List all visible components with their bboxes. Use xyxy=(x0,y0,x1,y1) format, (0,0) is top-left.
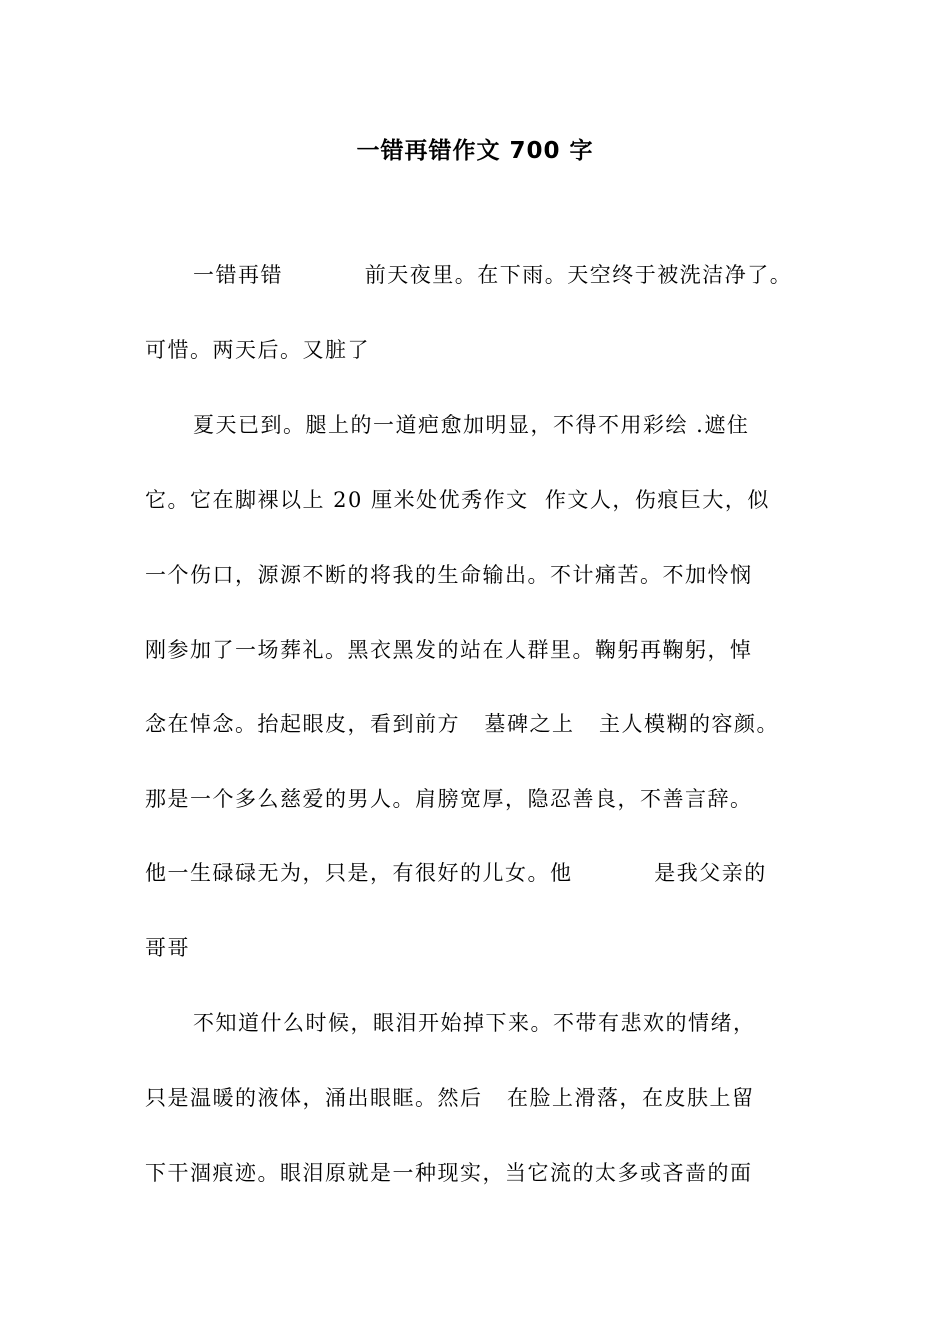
paragraph-line: 他一生碌碌无为，只是，有很好的儿女。他 是我父亲的 xyxy=(145,861,767,885)
document-title: 一错再错作文 700 字 xyxy=(356,138,594,164)
paragraph-line: 夏天已到。腿上的一道疤愈加明显，不得不用彩绘 .遮住 xyxy=(193,413,750,437)
paragraph-line: 那是一个多么慈爱的男人。肩膀宽厚，隐忍善良，不善言辞。 xyxy=(145,787,753,811)
paragraph-line: 一个伤口，源源不断的将我的生命输出。不计痛苦。不加怜悯 xyxy=(145,563,753,587)
paragraph-line: 不知道什么时候，眼泪开始掉下来。不带有悲欢的情绪， xyxy=(193,1011,756,1035)
paragraph-line: 可惜。两天后。又脏了 xyxy=(145,338,370,362)
paragraph-line: 它。它在脚裸以上 20 厘米处优秀作文 作文人，伤痕巨大，似 xyxy=(145,488,770,512)
paragraph-line: 一错再错 前天夜里。在下雨。天空终于被洗洁净了。 xyxy=(193,263,793,287)
paragraph-line: 下干涸痕迹。眼泪原就是一种现实，当它流的太多或吝啬的面 xyxy=(145,1161,753,1185)
paragraph-line: 刚参加了一场葬礼。黑衣黑发的站在人群里。鞠躬再鞠躬，悼 xyxy=(145,638,753,662)
paragraph-line: 只是温暖的液体，涌出眼眶。然后 在脸上滑落，在皮肤上留 xyxy=(145,1086,755,1110)
paragraph-line: 念在悼念。抬起眼皮，看到前方 墓碑之上 主人模糊的容颜。 xyxy=(145,712,780,736)
paragraph-line: 哥哥 xyxy=(145,936,190,960)
